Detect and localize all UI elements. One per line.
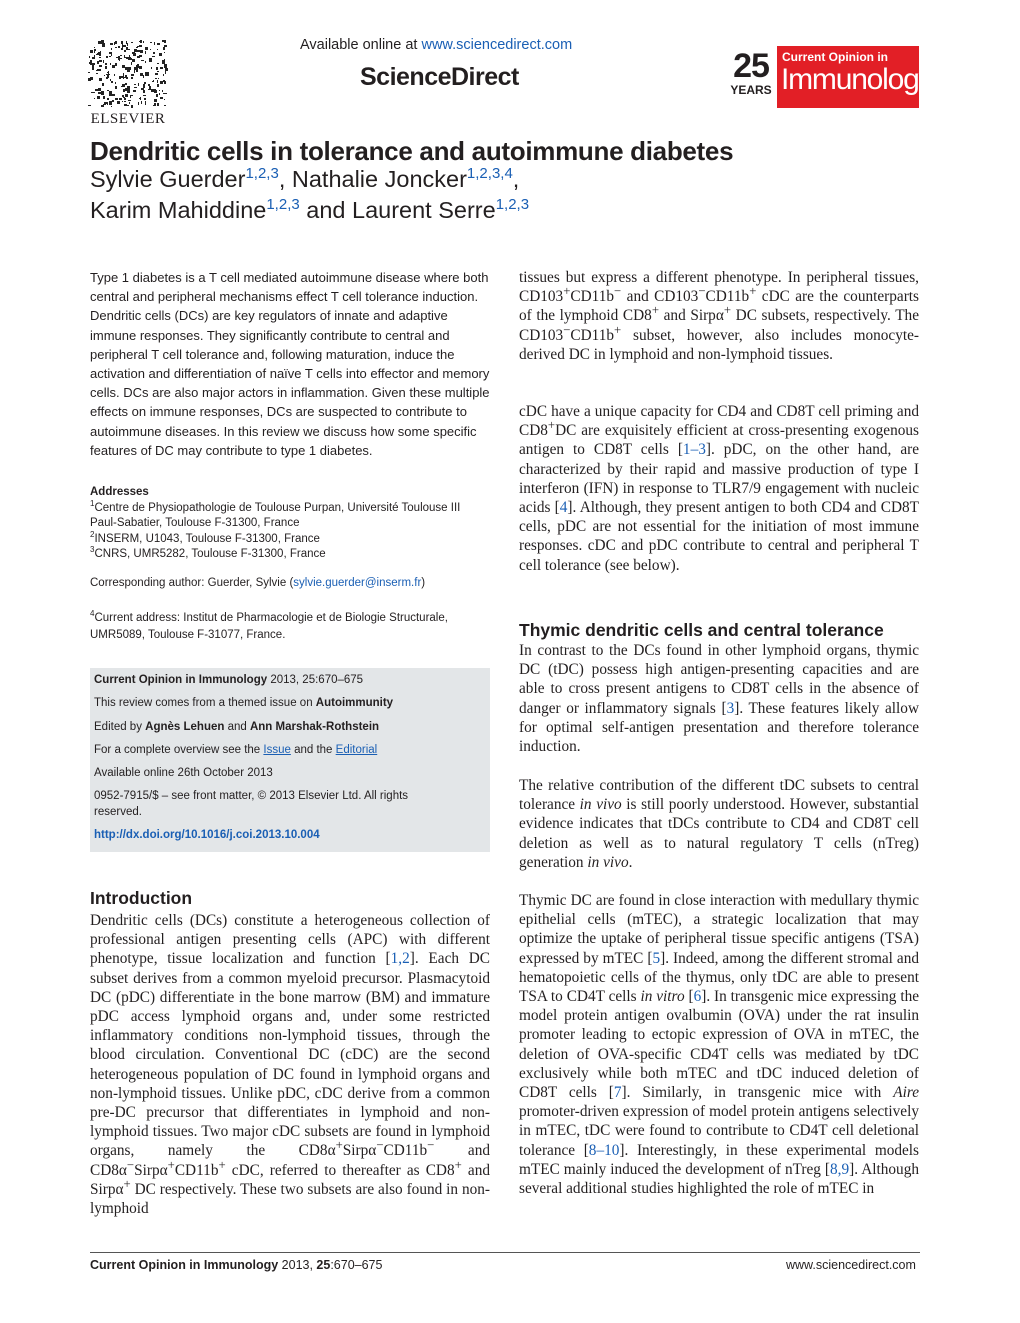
tree-texture-dot (125, 83, 127, 84)
tree-texture-dot (134, 87, 136, 88)
infobox-theme: This review comes from a themed issue on Autoimmunity (94, 697, 394, 709)
tree-texture-dot (137, 66, 140, 67)
tree-texture-dot (109, 52, 112, 54)
tree-texture-dot (139, 45, 141, 47)
body-paragraph: In contrast to the DCs found in other lymphoid organs, thymic DC (tDC) possess high antigen-presenting capacities and are able to cross present antigens to CD8T cells in the absence of danger or inflammatory signals [3]. These features likely allow for optimal self-antigen presentation and therefore tolerance induction. (519, 642, 919, 756)
tree-texture-dot (94, 98, 95, 99)
journal-name-main: Immunology (781, 63, 933, 96)
tree-texture-dot (106, 74, 109, 75)
author-affiliation[interactable]: 1,2,3,4 (466, 165, 513, 183)
tree-texture-dot (122, 65, 124, 68)
journal-name-box (777, 46, 933, 108)
tree-texture-dot (91, 92, 94, 93)
tree-texture-dot (139, 98, 141, 99)
abstract: Type 1 diabetes is a T cell mediated autoimmune disease where both central and peripheral mechanisms effect T cell tolerance induction. Dendritic cells (DCs) are key regulators of innate and adaptive immune responses. They significantly contribute to central and peripheral T cell tolerance and, following maturation, induce the activation and differentiation of naïve T cells into effector and memory cells. DCs are also major actors in inflammation. Given these multiple effects on immune responses, DCs are suspected to contribute to autoimmune diseases. In this review we discuss how some specific features of DC may contribute to type 1 diabetes. (90, 270, 490, 458)
author-affiliation[interactable]: 1,2,3 (266, 196, 300, 214)
tree-texture-dot (110, 43, 113, 45)
tree-texture-dot (137, 50, 140, 52)
tree-texture-dot (138, 102, 139, 105)
tree-texture-dot (154, 99, 157, 102)
tree-texture-dot (151, 89, 154, 92)
sciencedirect-link[interactable]: www.sciencedirect.com (421, 37, 573, 53)
tree-texture-dot (109, 103, 111, 104)
tree-texture-dot (159, 93, 160, 95)
tree-texture-dot (131, 42, 133, 44)
tree-texture-dot (110, 63, 112, 64)
tree-texture-dot (98, 52, 101, 55)
tree-texture-dot (104, 102, 106, 105)
tree-texture-dot (115, 47, 118, 48)
tree-texture-dot (157, 80, 158, 83)
tree-texture-dot (164, 64, 167, 67)
elsevier-tree-icon (88, 40, 168, 108)
introduction-heading: Introduction (90, 888, 193, 908)
tree-texture-dot (140, 40, 142, 42)
tree-texture-dot (154, 103, 156, 105)
tree-texture-dot (164, 99, 166, 100)
tree-texture-dot (134, 84, 136, 85)
tree-texture-dot (121, 48, 123, 51)
affiliation-2: $^2$INSERM, U1043, Toulouse F-31300, France (90, 529, 320, 545)
introduction-paragraph: Dendritic cells (DCs) constitute a heterogeneous collection of professional antigen presenting cells (APC) with different phenotype, tissue localization and function [1,2]. Each DC subset derives from a common myeloid precursor. Plasmacytoid DC (pDC) differentiate in the bone marrow (BM) and immature pDC access lymphoid organs and, under some restricted inflammatory conditions non-lymphoid tissues, through the blood circulation. Conventional DC (cDC) are the second heterogeneous population of DC found in lymphoid organs and non-lymphoid tissues. Unlike pDC, cDC derive from a common pre-DC precursor that differentiates in lymphoid and non-lymphoid tissues. Two major cDC subsets are found in lymphoid organs, namely the CD8α+Sirpα−CD11b− and CD8α−Sirpα+CD11b+ cDC, referred to thereafter as CD8+ and Sirpα+ DC respectively. These two subsets are also found in non-lymphoid (90, 912, 490, 1218)
tree-texture-dot (136, 49, 137, 51)
addresses-heading: Addresses (90, 486, 149, 498)
tree-texture-dot (159, 90, 160, 92)
author-separator: , (512, 166, 520, 192)
tree-texture-dot (154, 42, 155, 45)
tree-texture-dot (101, 91, 104, 94)
tree-texture-dot (145, 101, 146, 104)
tree-texture-dot (126, 47, 128, 50)
tree-texture-dot (118, 46, 120, 48)
tree-texture-dot (99, 65, 102, 67)
tree-texture-dot (141, 60, 144, 62)
tree-texture-dot (164, 105, 166, 106)
tree-texture-dot (103, 60, 104, 63)
elsevier-logo[interactable] (88, 40, 168, 126)
tree-texture-dot (157, 63, 159, 65)
tree-texture-dot (148, 84, 150, 86)
author-separator: , (278, 166, 292, 192)
current-address: $^4$Current address: Institut de Pharmacologie et de Biologie Structurale, UMR5089, Toulouse F-31077, France. (90, 609, 448, 641)
tree-texture-dot (122, 44, 123, 47)
affiliation-1: $^1$Centre de Physiopathologie de Toulouse Purpan, Université Toulouse III Paul-Sabatier, Toulouse F-31300, France (90, 498, 461, 530)
years-word: YEARS (730, 83, 772, 97)
tree-texture-dot (112, 100, 114, 102)
tree-texture-dot (152, 56, 155, 57)
tree-texture-dot (127, 90, 129, 93)
tree-texture-dot (141, 101, 142, 104)
tree-texture-dot (155, 73, 158, 75)
tree-texture-dot (125, 88, 127, 91)
tree-texture-dot (163, 74, 164, 76)
tree-texture-dot (131, 105, 134, 108)
tree-texture-dot (164, 40, 165, 43)
tree-texture-dot (88, 78, 91, 81)
author-name: Laurent Serre (352, 197, 496, 223)
tree-texture-dot (150, 42, 152, 44)
tree-texture-dot (130, 96, 132, 98)
tree-texture-dot (115, 41, 117, 44)
doi-link[interactable]: http://dx.doi.org/10.1016/j.coi.2013.10.004 (94, 829, 320, 841)
tree-texture-dot (136, 68, 138, 71)
issue-link[interactable]: Issue (263, 744, 291, 756)
infobox-available: Available online 26th October 2013 (94, 767, 273, 779)
tree-texture-dot (151, 67, 152, 69)
tree-texture-dot (132, 59, 135, 62)
tree-texture-dot (111, 106, 112, 107)
tree-texture-dot (124, 55, 126, 57)
tree-texture-dot (109, 93, 112, 95)
footer-citation: Current Opinion in Immunology 2013, 25:670–675 (90, 1258, 383, 1272)
tree-texture-dot (128, 57, 131, 60)
tree-texture-dot (121, 41, 123, 44)
tree-texture-dot (131, 74, 134, 76)
tree-texture-dot (105, 63, 106, 65)
tree-texture-dot (122, 101, 123, 102)
tree-texture-dot (145, 61, 146, 63)
tree-texture-dot (119, 58, 121, 59)
tree-texture-dot (157, 84, 159, 87)
tree-texture-dot (88, 72, 90, 73)
tree-texture-dot (99, 57, 102, 58)
corresponding-author: Corresponding author: Guerder, Sylvie (sylvie.guerder@inserm.fr) (90, 577, 426, 589)
tree-texture-dot (92, 57, 94, 59)
sciencedirect-logo[interactable]: ScienceDirect (360, 63, 519, 91)
body-paragraph: tissues but express a different phenotype. In peripheral tissues, CD103+CD11b− and CD103−CD11b+ cDC are the counterparts of the lymphoid CD8+ and Sirpα+ DC subsets, respectively. The CD103−CD11b+ subset, however, also includes monocyte-derived DC in lymphoid and non-lymphoid tissues. (519, 269, 919, 363)
tree-texture-dot (102, 43, 105, 46)
tree-texture-dot (157, 103, 159, 106)
thymic-section-heading: Thymic dendritic cells and central tolerance (519, 620, 884, 640)
tree-texture-dot (124, 50, 126, 52)
tree-texture-dot (164, 59, 165, 60)
journal-logo[interactable] (727, 46, 933, 108)
tree-texture-dot (90, 60, 93, 61)
tree-texture-dot (157, 43, 160, 45)
tree-texture-dot (155, 78, 157, 79)
tree-texture-dot (145, 72, 148, 75)
25-years-badge (727, 46, 775, 106)
elsevier-wordmark: ELSEVIER (90, 111, 166, 127)
tree-texture-dot (107, 98, 109, 100)
tree-texture-dot (165, 68, 168, 70)
tree-texture-dot (112, 94, 114, 96)
tree-texture-dot (90, 62, 91, 64)
tree-texture-dot (125, 105, 128, 106)
tree-texture-dot (145, 51, 146, 54)
author-affiliation[interactable]: 1,2,3 (495, 196, 530, 214)
tree-texture-dot (133, 90, 136, 93)
author-line-1 (90, 166, 519, 193)
tree-texture-dot (125, 94, 127, 97)
tree-texture-dot (126, 41, 127, 44)
infobox-copyright-2: reserved. (94, 806, 142, 818)
body-paragraph: Thymic DC are found in close interaction with medullary thymic epithelial cells (mTEC), a strategic localization that may optimize the uptake of peripheral tissue specific antigens (TSA) expressed by mTEC [5]. Indeed, among the different stromal and hematopoietic cells of the thymus, only tDC are able to present TSA to CD4T cells in vitro [6]. In transgenic mice expressing the model protein antigen ovalbumin (OVA) under the rat insulin promoter leading to ectopic expression of OVA in mTEC, the deletion of OVA-specific CD4T cells was mediated by tDC exclusively while both mTEC and tDC induced deletion of CD8T cells [7]. Similarly, in transgenic mice with Aire promoter-driven expression of model protein antigens selectively in mTEC, tDC were found to contribute to CD4T cell deletional tolerance [8–10]. Interestingly, in these experimental models mTEC mainly induced the development of nTreg [8,9]. Although several additional studies highlighted the role of mTEC in (519, 892, 920, 1198)
tree-texture-dot (165, 70, 166, 73)
tree-texture-dot (107, 76, 110, 78)
email-link[interactable]: sylvie.guerder@inserm.fr (293, 577, 422, 589)
tree-texture-dot (117, 101, 120, 104)
tree-texture-dot (123, 76, 124, 79)
tree-texture-dot (127, 43, 129, 45)
tree-texture-dot (163, 93, 166, 95)
tree-texture-dot (88, 105, 91, 107)
tree-texture-dot (94, 51, 95, 53)
tree-texture-dot (104, 75, 106, 76)
body-paragraph: cDC have a unique capacity for CD4 and CD8T cell priming and CD8+DC are exquisitely efficient at cross-presenting exogenous antigen to CD8T cells [1–3]. pDC, on the other hand, are characterized by their rapid and massive production of type I interferon (IFN) in response to TLR7/9 engagement with nucleic acids [4]. Although, they present antigen to both CD4 and CD8T cells, pDC are not essential for the initiation of most immune responses. cDC and pDC contribute to central and peripheral T cell tolerance (see below). (519, 403, 920, 574)
author-name: Nathalie Joncker (291, 166, 467, 192)
infobox-overview: For a complete overview see the Issue and the Editorial (94, 744, 378, 756)
article-info-box (90, 668, 490, 852)
tree-texture-dot (141, 88, 144, 90)
tree-texture-dot (153, 80, 154, 83)
tree-texture-dot (115, 63, 116, 66)
tree-texture-dot (94, 55, 95, 57)
tree-texture-dot (164, 52, 165, 53)
footer-url[interactable]: www.sciencedirect.com (786, 1258, 916, 1272)
tree-texture-dot (143, 41, 144, 43)
tree-texture-dot (121, 86, 124, 87)
tree-texture-dot (103, 96, 105, 98)
tree-texture-dot (124, 101, 127, 102)
tree-texture-dot (112, 65, 115, 68)
tree-texture-dot (143, 90, 145, 92)
tree-texture-dot (125, 75, 128, 76)
tree-texture-dot (95, 89, 98, 91)
tree-texture-dot (115, 82, 116, 84)
tree-texture-dot (107, 90, 108, 91)
article-title: Dendritic cells in tolerance and autoimmune diabetes (90, 136, 734, 166)
tree-texture-dot (149, 58, 152, 61)
author-line-2 (90, 197, 529, 224)
body-paragraph: The relative contribution of the different tDC subsets to central tolerance in vivo is still poorly understood. However, substantial evidence indicates that tDCs contribute to CD4 and CD8T cell deletion as well as to natural regulatory T cells (nTreg) generation in vivo. (519, 777, 919, 871)
tree-texture-dot (97, 96, 100, 99)
tree-texture-dot (157, 71, 159, 72)
tree-texture-dot (162, 90, 163, 92)
tree-texture-dot (116, 57, 118, 58)
tree-texture-dot (134, 69, 135, 72)
tree-texture-dot (153, 52, 155, 54)
tree-texture-dot (138, 83, 139, 86)
available-online-text: Available online at (300, 37, 422, 53)
tree-texture-dot (143, 95, 146, 97)
tree-texture-dot (96, 73, 98, 75)
tree-texture-dot (106, 56, 108, 58)
tree-texture-dot (131, 77, 132, 79)
addresses (90, 485, 490, 563)
tree-texture-dot (160, 67, 163, 69)
tree-texture-dot (159, 53, 162, 56)
tree-texture-dot (143, 75, 144, 78)
tree-texture-dot (99, 60, 102, 63)
tree-texture-dot (128, 100, 131, 101)
tree-texture-dot (98, 41, 101, 44)
tree-texture-dot (126, 67, 128, 70)
tree-texture-dot (129, 102, 130, 104)
tree-texture-dot (144, 98, 146, 101)
tree-texture-dot (111, 81, 113, 83)
tree-texture-dot (94, 47, 95, 48)
tree-texture-dot (111, 48, 112, 49)
tree-texture-dot (158, 78, 159, 79)
affiliation-3: $^3$CNRS, UMR5282, Toulouse F-31300, France (90, 545, 326, 561)
tree-texture-dot (119, 76, 121, 79)
tree-texture-dot (124, 77, 127, 78)
tree-texture-dot (114, 74, 115, 77)
tree-texture-dot (136, 47, 137, 49)
tree-texture-dot (115, 98, 118, 100)
tree-texture-dot (162, 62, 165, 64)
tree-texture-dot (145, 47, 148, 50)
tree-texture-dot (101, 40, 104, 43)
infobox-copyright-1: 0952-7915/$ – see front matter, © 2013 Elsevier Ltd. All rights (94, 790, 409, 802)
editorial-link[interactable]: Editorial (335, 744, 378, 756)
tree-texture-dot (133, 53, 136, 56)
tree-texture-dot (100, 79, 101, 80)
tree-texture-dot (115, 86, 117, 89)
tree-texture-dot (102, 83, 104, 86)
tree-texture-dot (105, 66, 108, 69)
author-separator: and (299, 197, 352, 223)
tree-texture-dot (157, 49, 158, 51)
tree-texture-dot (139, 55, 142, 57)
author-name: Karim Mahiddine (90, 197, 267, 223)
tree-texture-dot (111, 54, 112, 57)
tree-texture-dot (90, 50, 93, 53)
tree-texture-dot (150, 49, 151, 50)
tree-texture-dot (163, 47, 165, 50)
footer-divider (90, 1252, 920, 1253)
years-number: 25 (733, 47, 769, 85)
tree-texture-dot (96, 70, 99, 71)
author-affiliation[interactable]: 1,2,3 (245, 165, 279, 183)
tree-texture-dot (89, 56, 90, 58)
tree-texture-dot (164, 81, 166, 84)
infobox-editors: Edited by Agnès Lehuen and Ann Marshak-Rothstein (94, 721, 380, 733)
journal-name-prefix: Current Opinion in (782, 50, 888, 64)
author-name: Sylvie Guerder (90, 166, 246, 192)
infobox-citation: Current Opinion in Immunology 2013, 25:670–675 (94, 674, 364, 686)
available-online-line (300, 37, 572, 53)
